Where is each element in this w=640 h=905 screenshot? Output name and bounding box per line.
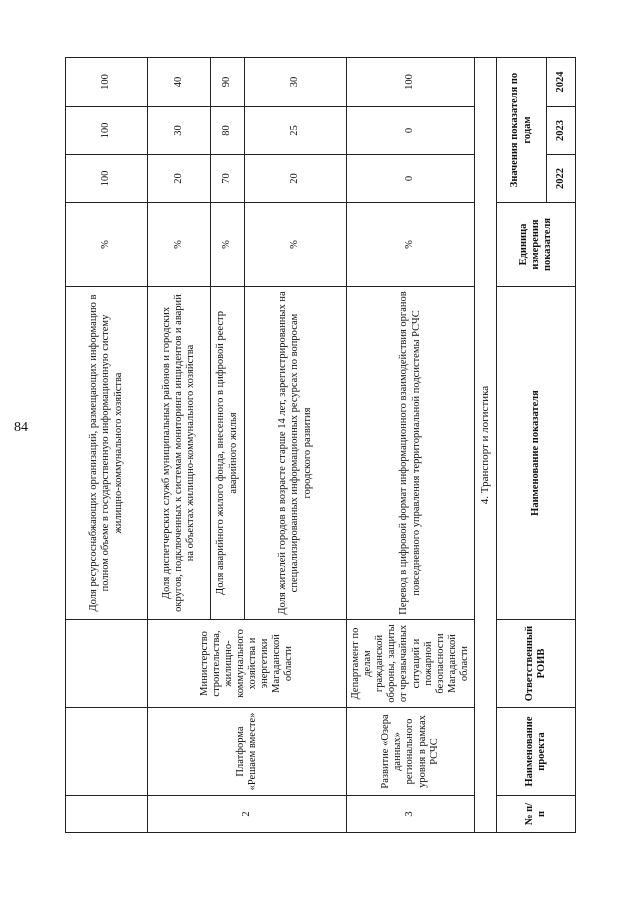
- table-row: [148, 58, 211, 833]
- table-row: [66, 58, 148, 833]
- cell-value-2024: 30: [245, 58, 347, 107]
- cell-value-2024: 90: [211, 58, 245, 107]
- section-title: 4. Транспорт и логистика: [475, 58, 497, 833]
- table-header-row: [497, 58, 547, 833]
- page-number: 84: [14, 420, 28, 435]
- table-row: [475, 58, 497, 833]
- cell-indicator: Доля диспетчерских служб муниципальных районов и городских округов, подключенных к системам мониторинга инцидентов и аварий на объектах жилищно-коммунального хозяйства: [148, 287, 211, 620]
- cell-project: Платформа «Решаем вместе»: [148, 708, 347, 796]
- cell-value-2023: 0: [347, 107, 475, 155]
- header-indicator: Наименование показателя: [497, 287, 576, 620]
- cell-unit: %: [211, 203, 245, 287]
- cell-unit: %: [347, 203, 475, 287]
- cell-indicator: Доля жителей городов в возрасте старше 14 лет, зарегистрированных на специализированных информационных ресурсах по вопросам городского развития: [245, 287, 347, 620]
- cell-value-2023: 30: [148, 107, 211, 155]
- cell-value-2024: 100: [347, 58, 475, 107]
- cell-value-2024: 40: [148, 58, 211, 107]
- rotated-table-frame: [65, 58, 575, 833]
- cell-unit: %: [148, 203, 211, 287]
- header-unit: Единица измерения показателя: [497, 203, 576, 287]
- cell-value-2022: 70: [211, 155, 245, 203]
- cell-indicator: Перевод в цифровой формат информационного взаимодействия органов повседневного управления территориальной подсистемы РСЧС: [347, 287, 475, 620]
- cell-value-2022: 20: [245, 155, 347, 203]
- cell-value-2022: 20: [148, 155, 211, 203]
- cell-num: 2: [148, 796, 347, 833]
- cell-value-2022: 100: [66, 155, 148, 203]
- header-values-group: Значения показателя по годам: [497, 58, 547, 203]
- header-year-2024: 2024: [547, 58, 576, 107]
- cell-unit: %: [245, 203, 347, 287]
- cell-num: [66, 796, 148, 833]
- cell-project: [66, 708, 148, 796]
- indicators-table: [65, 57, 576, 833]
- cell-value-2022: 0: [347, 155, 475, 203]
- header-year-2022: 2022: [547, 155, 576, 203]
- cell-num: 3: [347, 796, 475, 833]
- cell-project: Развитие «Озера данных» регионального уровня в рамках РСЧС: [347, 708, 475, 796]
- cell-indicator: Доля ресурсоснабжающих организаций, размещающих информацию в полном объеме в государственную информационную систему жилищно-коммунального хозяйства: [66, 287, 148, 620]
- cell-roiv: Министерство строительства, жилищно-коммунального хозяйства и энергетики Магаданской области: [148, 620, 347, 708]
- table-row: [347, 58, 475, 833]
- cell-indicator: Доля аварийного жилого фонда, внесенного в цифровой реестр аварийного жилья: [211, 287, 245, 620]
- header-roiv: Ответственный РОИВ: [497, 620, 576, 708]
- cell-value-2023: 80: [211, 107, 245, 155]
- cell-value-2023: 100: [66, 107, 148, 155]
- cell-roiv: Департамент по делам гражданской обороны, защиты от чрезвычайных ситуаций и пожарной безопасности Магаданской области: [347, 620, 475, 708]
- cell-value-2024: 100: [66, 58, 148, 107]
- cell-value-2023: 25: [245, 107, 347, 155]
- cell-roiv: [66, 620, 148, 708]
- header-project: Наименование проекта: [497, 708, 576, 796]
- cell-unit: %: [66, 203, 148, 287]
- header-num: № п/п: [497, 796, 576, 833]
- header-year-2023: 2023: [547, 107, 576, 155]
